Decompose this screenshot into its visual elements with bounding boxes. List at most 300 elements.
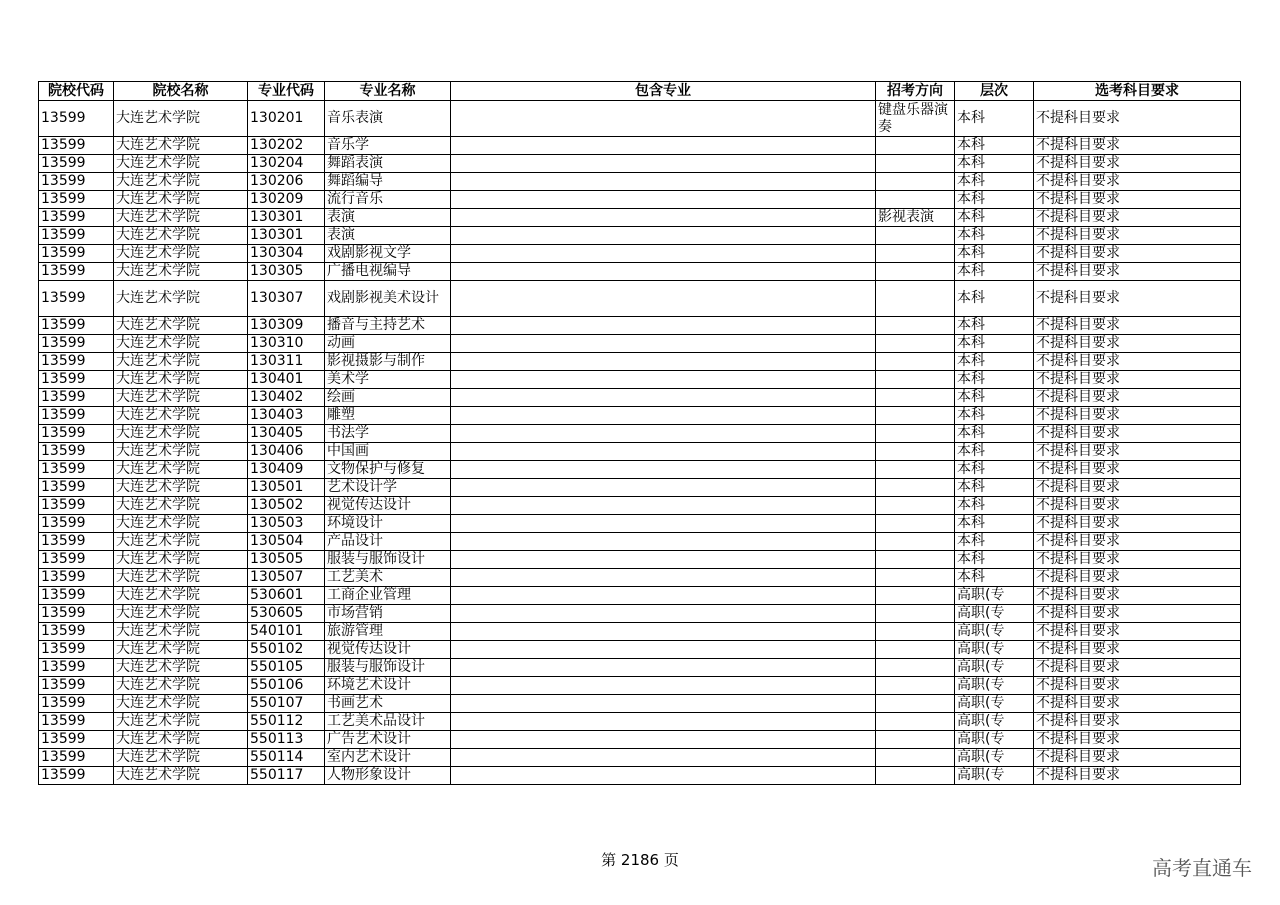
cell-major-code: 130401: [248, 371, 325, 389]
cell-school-code: 13599: [39, 677, 114, 695]
cell-school-code: 13599: [39, 767, 114, 785]
table-row: [39, 317, 1241, 335]
cell-school-name: 大连艺术学院: [114, 767, 248, 785]
cell-school-code: 13599: [39, 479, 114, 497]
cell-school-name: 大连艺术学院: [114, 389, 248, 407]
cell-subject-requirement: 不提科目要求: [1034, 353, 1241, 371]
cell-included-majors: [451, 479, 876, 497]
cell-level: 本科: [955, 479, 1034, 497]
cell-included-majors: [451, 425, 876, 443]
table-row: [39, 533, 1241, 551]
cell-exam-direction: [876, 659, 955, 677]
cell-level: 本科: [955, 245, 1034, 263]
cell-subject-requirement: 不提科目要求: [1034, 227, 1241, 245]
cell-exam-direction: [876, 713, 955, 731]
cell-major-code: 130406: [248, 443, 325, 461]
table-row: [39, 713, 1241, 731]
cell-school-name: 大连艺术学院: [114, 605, 248, 623]
cell-level: 本科: [955, 281, 1034, 317]
table-row: [39, 353, 1241, 371]
cell-exam-direction: [876, 767, 955, 785]
table-row: [39, 101, 1241, 137]
cell-school-code: 13599: [39, 263, 114, 281]
cell-school-name: 大连艺术学院: [114, 353, 248, 371]
cell-subject-requirement: 不提科目要求: [1034, 101, 1241, 137]
watermark-logo: 高考直通车: [1152, 856, 1252, 880]
table-row: [39, 641, 1241, 659]
cell-major-name: 产品设计: [325, 533, 451, 551]
cell-exam-direction: [876, 677, 955, 695]
cell-major-name: 表演: [325, 227, 451, 245]
cell-school-code: 13599: [39, 443, 114, 461]
cell-exam-direction: [876, 587, 955, 605]
cell-included-majors: [451, 749, 876, 767]
cell-school-code: 13599: [39, 245, 114, 263]
cell-major-name: 广告艺术设计: [325, 731, 451, 749]
cell-subject-requirement: 不提科目要求: [1034, 461, 1241, 479]
cell-school-code: 13599: [39, 335, 114, 353]
cell-major-code: 130504: [248, 533, 325, 551]
cell-subject-requirement: 不提科目要求: [1034, 713, 1241, 731]
cell-subject-requirement: 不提科目要求: [1034, 317, 1241, 335]
cell-included-majors: [451, 317, 876, 335]
table-row: [39, 677, 1241, 695]
cell-major-code: 130305: [248, 263, 325, 281]
cell-major-code: 130502: [248, 497, 325, 515]
cell-exam-direction: [876, 605, 955, 623]
cell-major-code: 130503: [248, 515, 325, 533]
cell-level: 本科: [955, 353, 1034, 371]
cell-included-majors: [451, 173, 876, 191]
cell-major-code: 130301: [248, 227, 325, 245]
cell-major-code: 550102: [248, 641, 325, 659]
cell-major-name: 工艺美术: [325, 569, 451, 587]
cell-school-name: 大连艺术学院: [114, 659, 248, 677]
cell-exam-direction: [876, 353, 955, 371]
cell-school-code: 13599: [39, 731, 114, 749]
cell-school-name: 大连艺术学院: [114, 497, 248, 515]
cell-subject-requirement: 不提科目要求: [1034, 155, 1241, 173]
cell-major-code: 130201: [248, 101, 325, 137]
cell-school-name: 大连艺术学院: [114, 587, 248, 605]
cell-major-name: 人物形象设计: [325, 767, 451, 785]
table-row: [39, 587, 1241, 605]
cell-level: 高职(专: [955, 677, 1034, 695]
cell-school-code: 13599: [39, 389, 114, 407]
table-row: [39, 263, 1241, 281]
cell-exam-direction: [876, 317, 955, 335]
table-row: [39, 515, 1241, 533]
cell-exam-direction: [876, 407, 955, 425]
cell-school-code: 13599: [39, 497, 114, 515]
cell-subject-requirement: 不提科目要求: [1034, 335, 1241, 353]
cell-school-name: 大连艺术学院: [114, 245, 248, 263]
cell-level: 本科: [955, 155, 1034, 173]
cell-included-majors: [451, 767, 876, 785]
cell-major-code: 550107: [248, 695, 325, 713]
table-row: [39, 605, 1241, 623]
cell-subject-requirement: 不提科目要求: [1034, 515, 1241, 533]
cell-school-name: 大连艺术学院: [114, 461, 248, 479]
cell-major-name: 美术学: [325, 371, 451, 389]
cell-major-code: 130507: [248, 569, 325, 587]
cell-level: 高职(专: [955, 695, 1034, 713]
cell-exam-direction: [876, 749, 955, 767]
cell-major-name: 流行音乐: [325, 191, 451, 209]
cell-major-name: 视觉传达设计: [325, 497, 451, 515]
cell-level: 高职(专: [955, 731, 1034, 749]
cell-level: 本科: [955, 407, 1034, 425]
table-row: [39, 245, 1241, 263]
cell-included-majors: [451, 533, 876, 551]
cell-exam-direction: [876, 425, 955, 443]
cell-major-name: 音乐表演: [325, 101, 451, 137]
cell-exam-direction: 影视表演: [876, 209, 955, 227]
cell-subject-requirement: 不提科目要求: [1034, 497, 1241, 515]
cell-level: 本科: [955, 551, 1034, 569]
cell-major-name: 表演: [325, 209, 451, 227]
cell-included-majors: [451, 623, 876, 641]
table-row: [39, 569, 1241, 587]
cell-subject-requirement: 不提科目要求: [1034, 551, 1241, 569]
cell-level: 本科: [955, 191, 1034, 209]
cell-major-code: 550117: [248, 767, 325, 785]
cell-school-code: 13599: [39, 713, 114, 731]
cell-school-name: 大连艺术学院: [114, 623, 248, 641]
cell-school-code: 13599: [39, 425, 114, 443]
cell-school-code: 13599: [39, 137, 114, 155]
cell-school-code: 13599: [39, 515, 114, 533]
cell-level: 本科: [955, 389, 1034, 407]
cell-major-code: 130304: [248, 245, 325, 263]
cell-school-name: 大连艺术学院: [114, 209, 248, 227]
cell-school-code: 13599: [39, 209, 114, 227]
table-row: [39, 767, 1241, 785]
cell-included-majors: [451, 371, 876, 389]
cell-included-majors: [451, 155, 876, 173]
cell-exam-direction: [876, 155, 955, 173]
cell-exam-direction: [876, 479, 955, 497]
cell-exam-direction: [876, 389, 955, 407]
cell-major-code: 130501: [248, 479, 325, 497]
cell-exam-direction: [876, 245, 955, 263]
cell-subject-requirement: 不提科目要求: [1034, 587, 1241, 605]
cell-exam-direction: [876, 371, 955, 389]
header-school-code: 院校代码: [39, 82, 114, 101]
cell-exam-direction: [876, 569, 955, 587]
cell-subject-requirement: 不提科目要求: [1034, 677, 1241, 695]
cell-included-majors: [451, 677, 876, 695]
cell-included-majors: [451, 209, 876, 227]
cell-major-name: 艺术设计学: [325, 479, 451, 497]
cell-level: 本科: [955, 497, 1034, 515]
cell-school-code: 13599: [39, 749, 114, 767]
cell-level: 高职(专: [955, 767, 1034, 785]
table-row: [39, 749, 1241, 767]
cell-exam-direction: [876, 281, 955, 317]
cell-school-code: 13599: [39, 155, 114, 173]
cell-school-name: 大连艺术学院: [114, 425, 248, 443]
cell-subject-requirement: 不提科目要求: [1034, 209, 1241, 227]
cell-school-code: 13599: [39, 191, 114, 209]
cell-major-code: 130409: [248, 461, 325, 479]
cell-school-code: 13599: [39, 641, 114, 659]
cell-school-name: 大连艺术学院: [114, 191, 248, 209]
cell-school-code: 13599: [39, 317, 114, 335]
cell-subject-requirement: 不提科目要求: [1034, 569, 1241, 587]
cell-exam-direction: [876, 227, 955, 245]
cell-subject-requirement: 不提科目要求: [1034, 173, 1241, 191]
cell-school-name: 大连艺术学院: [114, 533, 248, 551]
cell-major-code: 550112: [248, 713, 325, 731]
cell-major-code: 130301: [248, 209, 325, 227]
cell-subject-requirement: 不提科目要求: [1034, 281, 1241, 317]
cell-subject-requirement: 不提科目要求: [1034, 137, 1241, 155]
table-row: [39, 731, 1241, 749]
table-header-row: [39, 82, 1241, 101]
cell-major-code: 550113: [248, 731, 325, 749]
header-included-majors: 包含专业: [451, 82, 876, 101]
cell-exam-direction: [876, 137, 955, 155]
table-row: [39, 155, 1241, 173]
cell-level: 高职(专: [955, 749, 1034, 767]
cell-included-majors: [451, 497, 876, 515]
header-major-name: 专业名称: [325, 82, 451, 101]
cell-school-code: 13599: [39, 569, 114, 587]
cell-level: 本科: [955, 317, 1034, 335]
cell-included-majors: [451, 695, 876, 713]
cell-major-name: 视觉传达设计: [325, 641, 451, 659]
cell-major-code: 130310: [248, 335, 325, 353]
header-major-code: 专业代码: [248, 82, 325, 101]
table-row: [39, 461, 1241, 479]
cell-major-code: 130309: [248, 317, 325, 335]
cell-major-code: 130307: [248, 281, 325, 317]
cell-major-code: 130311: [248, 353, 325, 371]
cell-major-code: 130209: [248, 191, 325, 209]
cell-subject-requirement: 不提科目要求: [1034, 371, 1241, 389]
cell-major-code: 550106: [248, 677, 325, 695]
cell-level: 本科: [955, 371, 1034, 389]
cell-subject-requirement: 不提科目要求: [1034, 641, 1241, 659]
page-number: 第 2186 页: [601, 851, 679, 869]
cell-exam-direction: [876, 515, 955, 533]
cell-exam-direction: [876, 695, 955, 713]
cell-included-majors: [451, 281, 876, 317]
cell-level: 本科: [955, 335, 1034, 353]
cell-exam-direction: [876, 641, 955, 659]
table-row: [39, 695, 1241, 713]
table-row: [39, 479, 1241, 497]
cell-exam-direction: 键盘乐器演奏: [876, 101, 955, 137]
cell-subject-requirement: 不提科目要求: [1034, 479, 1241, 497]
cell-school-name: 大连艺术学院: [114, 443, 248, 461]
cell-included-majors: [451, 227, 876, 245]
cell-school-name: 大连艺术学院: [114, 101, 248, 137]
header-school-name: 院校名称: [114, 82, 248, 101]
cell-major-name: 广播电视编导: [325, 263, 451, 281]
cell-subject-requirement: 不提科目要求: [1034, 731, 1241, 749]
cell-major-name: 市场营销: [325, 605, 451, 623]
cell-exam-direction: [876, 191, 955, 209]
cell-school-name: 大连艺术学院: [114, 677, 248, 695]
cell-included-majors: [451, 605, 876, 623]
cell-subject-requirement: 不提科目要求: [1034, 191, 1241, 209]
cell-school-name: 大连艺术学院: [114, 227, 248, 245]
header-exam-direction: 招考方向: [876, 82, 955, 101]
cell-subject-requirement: 不提科目要求: [1034, 767, 1241, 785]
cell-major-code: 130405: [248, 425, 325, 443]
cell-level: 本科: [955, 227, 1034, 245]
cell-included-majors: [451, 587, 876, 605]
cell-major-name: 动画: [325, 335, 451, 353]
table-row: [39, 443, 1241, 461]
cell-school-code: 13599: [39, 371, 114, 389]
table-row: [39, 209, 1241, 227]
cell-school-code: 13599: [39, 551, 114, 569]
cell-major-name: 舞蹈编导: [325, 173, 451, 191]
table-row: [39, 389, 1241, 407]
cell-school-code: 13599: [39, 353, 114, 371]
table-body: [39, 101, 1241, 785]
cell-school-code: 13599: [39, 695, 114, 713]
cell-level: 本科: [955, 101, 1034, 137]
table-row: [39, 407, 1241, 425]
cell-subject-requirement: 不提科目要求: [1034, 623, 1241, 641]
cell-major-code: 130402: [248, 389, 325, 407]
cell-major-name: 环境设计: [325, 515, 451, 533]
cell-school-name: 大连艺术学院: [114, 335, 248, 353]
cell-level: 高职(专: [955, 587, 1034, 605]
cell-major-name: 室内艺术设计: [325, 749, 451, 767]
cell-subject-requirement: 不提科目要求: [1034, 425, 1241, 443]
cell-included-majors: [451, 443, 876, 461]
cell-exam-direction: [876, 533, 955, 551]
cell-level: 高职(专: [955, 605, 1034, 623]
cell-subject-requirement: 不提科目要求: [1034, 659, 1241, 677]
cell-school-name: 大连艺术学院: [114, 155, 248, 173]
cell-exam-direction: [876, 461, 955, 479]
cell-major-name: 雕塑: [325, 407, 451, 425]
cell-major-name: 绘画: [325, 389, 451, 407]
cell-major-name: 播音与主持艺术: [325, 317, 451, 335]
cell-school-name: 大连艺术学院: [114, 641, 248, 659]
table-row: [39, 173, 1241, 191]
cell-level: 本科: [955, 137, 1034, 155]
table-row: [39, 191, 1241, 209]
cell-school-name: 大连艺术学院: [114, 515, 248, 533]
cell-school-name: 大连艺术学院: [114, 551, 248, 569]
cell-exam-direction: [876, 443, 955, 461]
cell-exam-direction: [876, 623, 955, 641]
admission-table: [38, 81, 1241, 785]
header-level: 层次: [955, 82, 1034, 101]
cell-included-majors: [451, 101, 876, 137]
cell-major-name: 音乐学: [325, 137, 451, 155]
cell-school-code: 13599: [39, 533, 114, 551]
cell-subject-requirement: 不提科目要求: [1034, 443, 1241, 461]
cell-school-name: 大连艺术学院: [114, 263, 248, 281]
cell-major-code: 130505: [248, 551, 325, 569]
cell-included-majors: [451, 191, 876, 209]
header-subject-requirement: 选考科目要求: [1034, 82, 1241, 101]
cell-major-name: 影视摄影与制作: [325, 353, 451, 371]
cell-major-name: 文物保护与修复: [325, 461, 451, 479]
cell-included-majors: [451, 335, 876, 353]
cell-exam-direction: [876, 263, 955, 281]
cell-school-code: 13599: [39, 587, 114, 605]
cell-level: 高职(专: [955, 641, 1034, 659]
cell-level: 本科: [955, 461, 1034, 479]
cell-included-majors: [451, 569, 876, 587]
cell-major-code: 530601: [248, 587, 325, 605]
cell-subject-requirement: 不提科目要求: [1034, 263, 1241, 281]
cell-exam-direction: [876, 497, 955, 515]
cell-level: 高职(专: [955, 659, 1034, 677]
cell-school-code: 13599: [39, 407, 114, 425]
cell-school-name: 大连艺术学院: [114, 749, 248, 767]
cell-included-majors: [451, 407, 876, 425]
cell-level: 本科: [955, 533, 1034, 551]
cell-school-name: 大连艺术学院: [114, 173, 248, 191]
table-row: [39, 227, 1241, 245]
table-row: [39, 425, 1241, 443]
cell-school-code: 13599: [39, 101, 114, 137]
cell-major-code: 540101: [248, 623, 325, 641]
cell-school-code: 13599: [39, 623, 114, 641]
cell-major-code: 130202: [248, 137, 325, 155]
cell-major-name: 服装与服饰设计: [325, 551, 451, 569]
cell-school-name: 大连艺术学院: [114, 695, 248, 713]
cell-subject-requirement: 不提科目要求: [1034, 695, 1241, 713]
cell-major-name: 工商企业管理: [325, 587, 451, 605]
cell-school-code: 13599: [39, 281, 114, 317]
table-row: [39, 623, 1241, 641]
cell-major-name: 中国画: [325, 443, 451, 461]
cell-subject-requirement: 不提科目要求: [1034, 389, 1241, 407]
cell-school-code: 13599: [39, 173, 114, 191]
table-row: [39, 281, 1241, 317]
cell-level: 本科: [955, 515, 1034, 533]
cell-included-majors: [451, 731, 876, 749]
table-row: [39, 497, 1241, 515]
cell-school-code: 13599: [39, 227, 114, 245]
cell-school-name: 大连艺术学院: [114, 479, 248, 497]
cell-level: 本科: [955, 209, 1034, 227]
table-row: [39, 137, 1241, 155]
cell-included-majors: [451, 659, 876, 677]
cell-school-name: 大连艺术学院: [114, 281, 248, 317]
cell-included-majors: [451, 641, 876, 659]
cell-school-name: 大连艺术学院: [114, 371, 248, 389]
cell-school-name: 大连艺术学院: [114, 407, 248, 425]
cell-exam-direction: [876, 335, 955, 353]
cell-school-name: 大连艺术学院: [114, 137, 248, 155]
table-row: [39, 551, 1241, 569]
cell-subject-requirement: 不提科目要求: [1034, 245, 1241, 263]
cell-major-code: 130206: [248, 173, 325, 191]
cell-school-code: 13599: [39, 461, 114, 479]
cell-included-majors: [451, 263, 876, 281]
cell-exam-direction: [876, 173, 955, 191]
cell-school-code: 13599: [39, 605, 114, 623]
cell-level: 本科: [955, 443, 1034, 461]
cell-major-code: 530605: [248, 605, 325, 623]
cell-included-majors: [451, 515, 876, 533]
cell-included-majors: [451, 713, 876, 731]
cell-exam-direction: [876, 731, 955, 749]
table-row: [39, 659, 1241, 677]
